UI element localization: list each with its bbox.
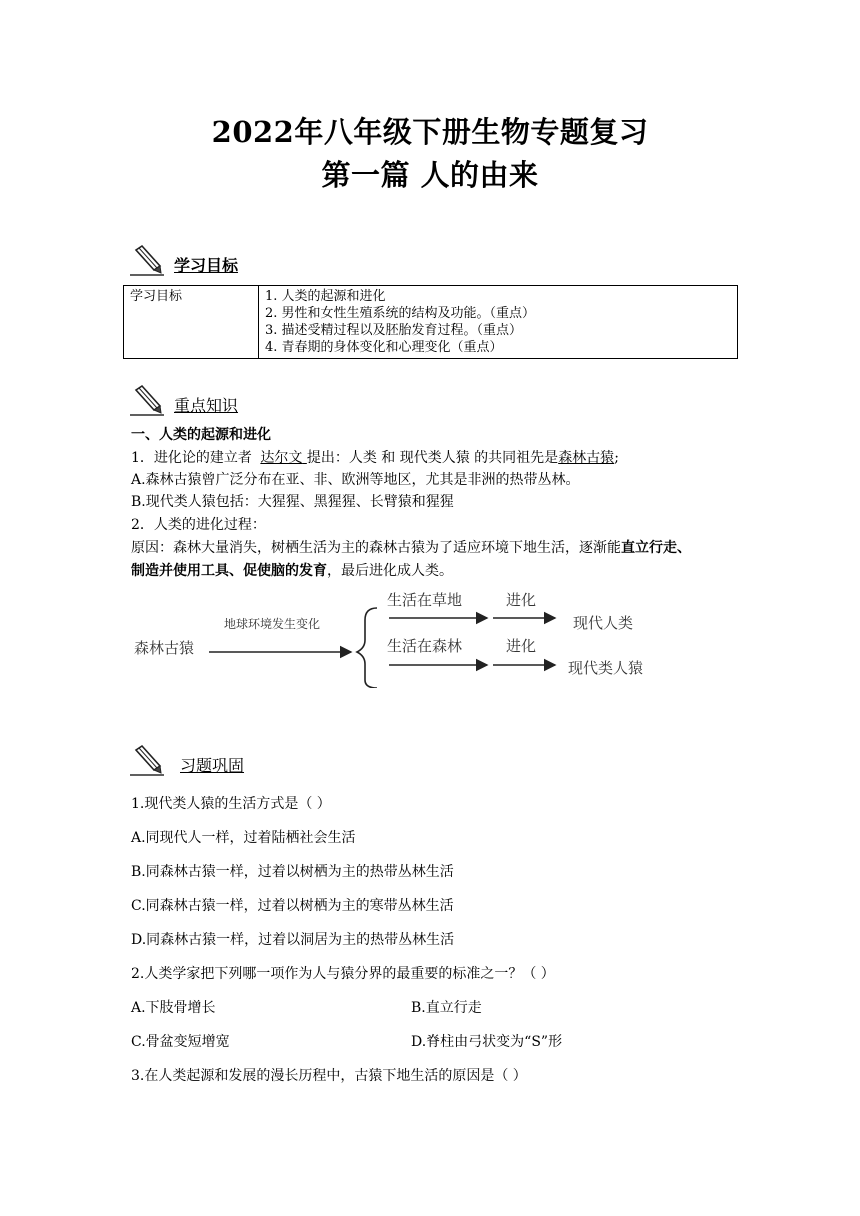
knowledge-line-3: B.现代类人猿包括：大猩猩、黑猩猩、长臂猿和猩猩 xyxy=(131,494,454,510)
l5-text: 原因：森林大量消失，树栖生活为主的森林古猿为了适应环境下地生活，逐渐能 xyxy=(131,540,621,556)
evolution-diagram xyxy=(125,588,665,688)
question-3: 3.在人类起源和发展的漫长历程中，古猿下地生活的原因是（ ） xyxy=(131,1068,527,1084)
diagram-trigger: 地球环境发生变化 xyxy=(224,617,321,631)
knowledge-line-1 xyxy=(131,449,619,467)
ancestor-answer: 森林古猿 xyxy=(558,450,615,466)
goals-heading-label: 学习目标 xyxy=(174,256,239,275)
question-1-option-c: C.同森林古猿一样，过着以树栖为主的寒带丛林生活 xyxy=(131,898,454,914)
knowledge-heading-label: 重点知识 xyxy=(174,396,239,415)
l1-prefix: 1．进化论的建立者 xyxy=(131,450,252,466)
knowledge-section-heading xyxy=(130,384,238,416)
question-1-option-a: A.同现代人一样，过着陆栖社会生活 xyxy=(131,830,356,846)
question-1: 1.现代类人猿的生活方式是（ ） xyxy=(131,796,331,812)
diagram-evolve2: 进化 xyxy=(506,637,537,655)
goal-item: 1. 人类的起源和进化 xyxy=(265,289,386,304)
pencil-icon xyxy=(130,244,164,276)
diagram-evolve1: 进化 xyxy=(506,591,537,609)
goal-item: 3. 描述受精过程以及胚胎发育过程。（重点） xyxy=(265,323,523,338)
question-2-option-a: A.下肢骨增长 xyxy=(131,1000,216,1016)
l1-end: ; xyxy=(614,450,619,466)
l6-bold: 制造并使用工具、促使脑的发育 xyxy=(131,563,327,579)
question-2-option-b: B.直立行走 xyxy=(411,1000,482,1016)
knowledge-line-5 xyxy=(131,539,691,557)
goals-table-label: 学习目标 xyxy=(124,286,259,359)
diagram-result1: 现代人类 xyxy=(573,614,634,632)
knowledge-line-4: 2．人类的进化过程： xyxy=(131,517,266,533)
question-1-option-b: B.同森林古猿一样，过着以树栖为主的热带丛林生活 xyxy=(131,864,454,880)
knowledge-subheading: 一、人类的起源和进化 xyxy=(131,427,271,443)
diagram-start: 森林古猿 xyxy=(134,639,195,657)
pencil-icon xyxy=(130,744,164,776)
knowledge-line-2: A.森林古猿曾广泛分布在亚、非、欧洲等地区，尤其是非洲的热带丛林。 xyxy=(131,472,580,488)
goal-item: 2. 男性和女性生殖系统的结构及功能。（重点） xyxy=(265,306,536,321)
goals-table-items xyxy=(259,286,738,359)
goals-table xyxy=(123,285,738,359)
pencil-icon xyxy=(130,384,164,416)
exercise-section-heading xyxy=(130,744,244,776)
knowledge-line-6 xyxy=(131,562,453,580)
question-2-option-c: C.骨盆变短增宽 xyxy=(131,1034,230,1050)
diagram-result2: 现代类人猿 xyxy=(568,659,644,677)
l1-mid: 提出：人类 和 现代类人猿 的共同祖先是 xyxy=(306,450,559,466)
question-2-option-d: D.脊柱由弓状变为“S”形 xyxy=(411,1034,563,1050)
exercise-heading-label: 习题巩固 xyxy=(180,756,245,775)
l6-text: ，最后进化成人类。 xyxy=(327,563,453,579)
question-2: 2.人类学家把下列哪一项作为人与猿分界的最重要的标准之一？（ ） xyxy=(131,966,555,982)
diagram-branch2: 生活在森林 xyxy=(387,637,463,655)
diagram-branch1: 生活在草地 xyxy=(387,591,463,609)
question-1-option-d: D.同森林古猿一样，过着以洞居为主的热带丛林生活 xyxy=(131,932,455,948)
goals-section-heading xyxy=(130,244,238,276)
l5-bold: 直立行走、 xyxy=(621,540,691,556)
page-title: 2022年八年级下册生物专题复习 xyxy=(211,115,649,149)
goal-item: 4. 青春期的身体变化和心理变化（重点） xyxy=(265,340,503,355)
diagram-brace xyxy=(357,608,377,688)
darwin-answer: 达尔文 xyxy=(260,450,303,466)
page-subtitle: 第一篇 人的由来 xyxy=(321,158,539,192)
